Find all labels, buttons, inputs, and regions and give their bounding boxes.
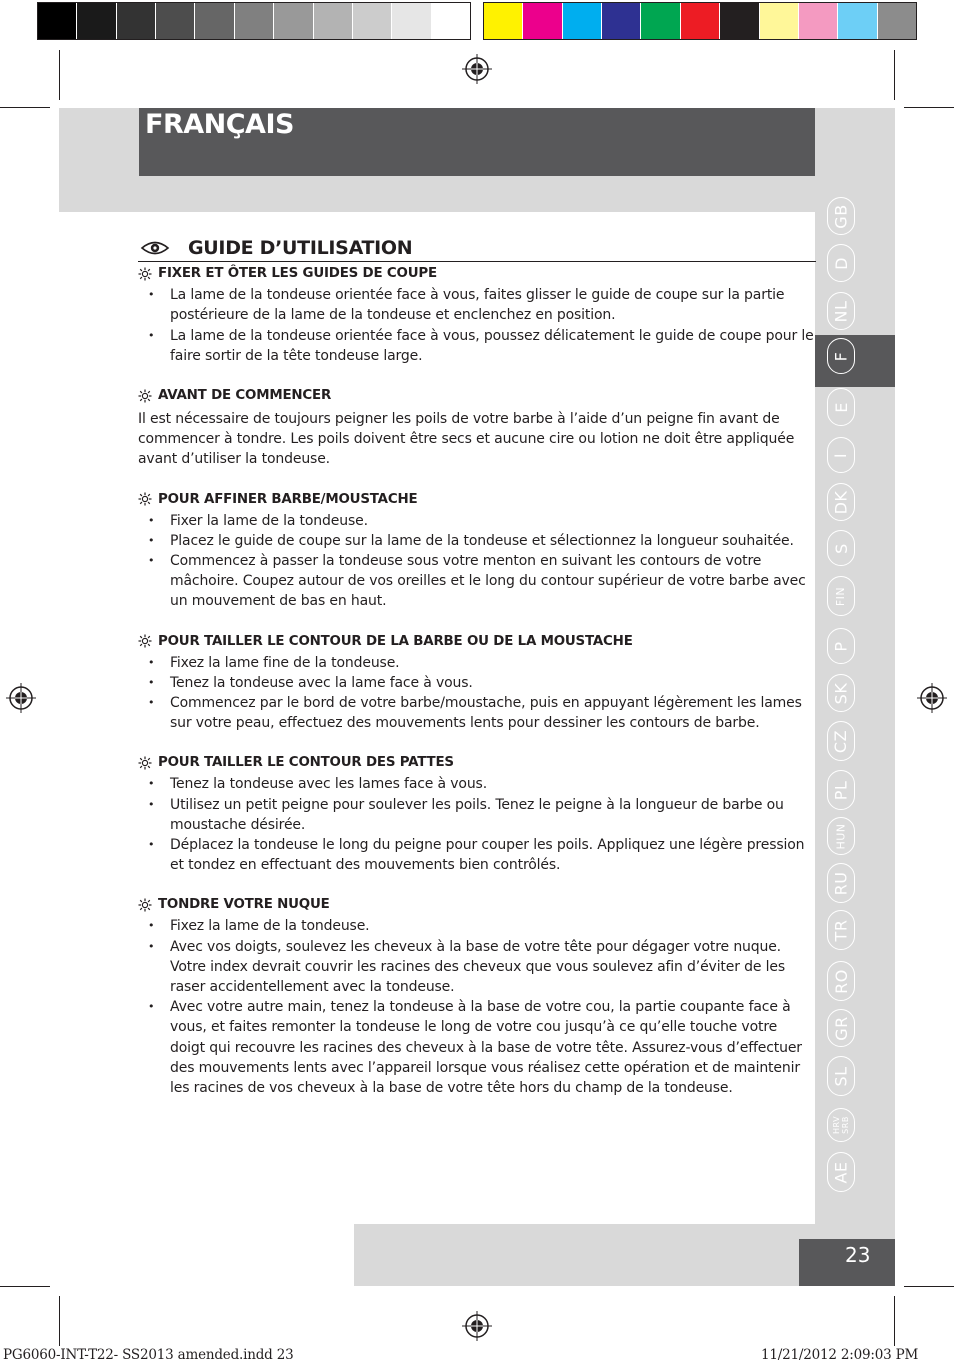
crop-mark [894, 1296, 895, 1346]
section-title: TONDRE VOTRE NUQUE [158, 897, 330, 913]
section-heading [138, 632, 816, 651]
language-tab-label: SK [831, 682, 851, 704]
color-swatch [641, 3, 680, 39]
color-swatch [195, 3, 234, 39]
list-item: • Tenez la tondeuse avec la lame face à vous. [138, 673, 816, 693]
crop-mark [894, 50, 895, 100]
color-swatch [392, 3, 431, 39]
list-item: • Fixer la lame de la tondeuse. [138, 511, 816, 531]
footer-file-slug: PG6060-INT-T22- SS2013 amended.indd 23 [3, 1347, 294, 1363]
language-tab-e[interactable] [827, 388, 855, 426]
section-spacer [138, 875, 816, 895]
language-tab-label: D [831, 256, 851, 270]
list-item: • Avec votre autre main, tenez la tondeuse à la base de votre cou, la partie coupante face à vous, et faites remonter la tondeuse le long de votre cou jusqu’à ce qu’elle touche votre doigt qui recouvre les racines des cheveux à la base de votre tête. Assurez-vous d’effectuer des mouvements lents avec l’appareil lorsque vous réalisez cette opération et de maintenir les racines de vos cheveux à la base de votre tête hors du champ de la tondeuse. [138, 997, 816, 1098]
language-tab-nl[interactable] [827, 292, 855, 330]
sun-icon [138, 492, 152, 506]
color-swatch [681, 3, 720, 39]
color-swatch [274, 3, 313, 39]
language-tab-label: DK [831, 490, 851, 514]
color-swatch [563, 3, 602, 39]
section-heading [138, 753, 816, 772]
section-title: AVANT DE COMMENCER [158, 388, 332, 404]
crop-mark [904, 1286, 954, 1287]
language-tab-label: AE [831, 1160, 851, 1184]
language-tab-label: CZ [831, 729, 851, 753]
color-swatch [314, 3, 353, 39]
color-swatch [156, 3, 195, 39]
section-spacer [138, 733, 816, 753]
language-tab-label: PL [831, 780, 851, 800]
list-item: • Commencez par le bord de votre barbe/moustache, puis en appuyant légèrement les lames sur votre peau, effectuez des mouvements lents pour dessiner les contours de barbe. [138, 693, 816, 733]
sun-icon [138, 756, 152, 770]
guide-heading [138, 238, 816, 262]
list-item: • La lame de la tondeuse orientée face à vous, faites glisser le guide de coupe sur la partie postérieure de la lame de la tondeuse et enclenchez en position. [138, 285, 816, 325]
section-title: POUR TAILLER LE CONTOUR DES PATTES [158, 755, 454, 771]
section-heading [138, 895, 816, 914]
crop-mark [59, 50, 60, 100]
section-paragraph: Il est nécessaire de toujours peigner les poils de votre barbe à l’aide d’un peigne fin avant de commencer à tondre. Les poils doivent être secs et aucune cire ou lotion ne doit être appliquée avant d’utiliser la tondeuse. [138, 411, 795, 468]
language-tab-cz[interactable] [827, 721, 855, 761]
list-item: • Tenez la tondeuse avec les lames face à vous. [138, 774, 816, 794]
color-swatch [760, 3, 799, 39]
language-tab-sl[interactable] [827, 1056, 855, 1096]
color-swatch [432, 3, 470, 39]
language-tab-dk[interactable] [827, 483, 855, 521]
language-tab-label: HRV SRB [831, 1115, 850, 1135]
registration-target-icon [6, 683, 36, 713]
language-tab-s[interactable] [827, 530, 855, 566]
language-tab-gr[interactable] [827, 1009, 855, 1047]
language-tab-p[interactable] [827, 628, 855, 664]
bullet-list [138, 285, 816, 366]
bullet-list [138, 774, 816, 875]
sun-icon [138, 898, 152, 912]
color-swatch [38, 3, 77, 39]
list-item: • Commencez à passer la tondeuse sous votre menton en suivant les contours de votre mâchoire. Coupez autour de vos oreilles et le long du contour supérieur de votre barbe avec un mouvement de bas en haut. [138, 551, 816, 612]
crop-mark [0, 107, 50, 108]
language-tab-label: FIN [834, 586, 848, 606]
color-swatch [838, 3, 877, 39]
section-spacer [138, 612, 816, 632]
language-tab-f[interactable] [827, 338, 855, 374]
language-tab-ae[interactable] [827, 1152, 855, 1192]
list-item: • Avec vos doigts, soulevez les cheveux à la base de votre tête pour dégager votre nuque. Votre index devrait couvrir les racines des cheveux que vous soulevez afin d’éviter de les raser accidentellement avec la tondeuse. [138, 937, 816, 998]
bullet-list [138, 653, 816, 734]
section-title: FIXER ET ÔTER LES GUIDES DE COUPE [158, 266, 437, 282]
section-heading [138, 386, 816, 405]
list-item: • Fixez la lame de la tondeuse. [138, 916, 816, 936]
language-tab-label: TR [831, 919, 851, 941]
crop-mark [0, 1286, 50, 1287]
language-tab-i[interactable] [827, 437, 855, 473]
list-item: • Utilisez un petit peigne pour soulever les poils. Tenez le peigne à la longueur de barbe ou moustache désirée. [138, 795, 816, 835]
sun-icon [138, 389, 152, 403]
footer-timestamp: 11/21/2012 2:09:03 PM [761, 1347, 919, 1363]
bullet-list [138, 511, 816, 612]
language-tab-label: F [831, 351, 851, 361]
language-tab-label: GB [831, 203, 851, 229]
language-tab-label: I [831, 452, 851, 458]
guide-content [138, 238, 816, 1098]
bullet-list [138, 916, 816, 1098]
language-tab-pl[interactable] [827, 770, 855, 810]
language-tab-label: RU [831, 871, 851, 895]
list-item: • Déplacez la tondeuse le long du peigne pour couper les poils. Appliquez une légère pression et tondez en effectuant des mouvements bien contrôlés. [138, 835, 816, 875]
color-swatch [799, 3, 838, 39]
language-tab-label: NL [831, 300, 851, 322]
section-title: POUR TAILLER LE CONTOUR DE LA BARBE OU DE LA MOUSTACHE [158, 633, 633, 649]
section-heading [138, 490, 816, 509]
language-tab-label: P [831, 640, 851, 652]
sun-icon [138, 267, 152, 281]
language-tab-label: RO [831, 968, 851, 994]
color-swatch [353, 3, 392, 39]
grey-calibration-bar [37, 2, 471, 40]
language-tab-fin[interactable] [827, 576, 855, 616]
color-swatch [523, 3, 562, 39]
section-spacer [138, 366, 816, 386]
language-tab-label: GR [831, 1015, 851, 1041]
color-swatch [235, 3, 274, 39]
guide-sections [138, 264, 816, 1098]
color-calibration-bar [483, 2, 917, 40]
registration-target-icon [462, 1311, 492, 1341]
language-tab-sk[interactable] [827, 674, 855, 712]
language-tab-label: HUN [834, 822, 848, 850]
language-tab-label: E [831, 401, 851, 413]
language-tab-hrv-srb[interactable] [827, 1108, 855, 1142]
crop-mark [59, 1296, 60, 1346]
language-tab-tr[interactable] [827, 910, 855, 950]
language-tab-label: SL [831, 1065, 851, 1087]
list-item: • La lame de la tondeuse orientée face à vous, poussez délicatement le guide de coupe pour le faire sortir de la tête tondeuse large. [138, 326, 816, 366]
section-spacer [138, 470, 816, 490]
section-title: POUR AFFINER BARBE/MOUSTACHE [158, 491, 418, 507]
registration-target-icon [462, 54, 492, 84]
color-swatch [602, 3, 641, 39]
language-tab-hun[interactable] [827, 817, 855, 855]
crop-mark [904, 107, 954, 108]
language-tab-ro[interactable] [827, 961, 855, 1001]
list-item: • Placez le guide de coupe sur la lame de la tondeuse et sélectionnez la longueur souhaitée. [138, 531, 816, 551]
color-swatch [77, 3, 116, 39]
language-tab-d[interactable] [827, 244, 855, 282]
guide-title: GUIDE D’UTILISATION [188, 237, 413, 259]
color-swatch [720, 3, 759, 39]
page-number: 23 [845, 1243, 871, 1267]
section-heading [138, 264, 816, 283]
sun-icon [138, 634, 152, 648]
color-swatch [878, 3, 916, 39]
eye-icon [140, 238, 170, 258]
page-title: FRANÇAIS [145, 109, 294, 140]
list-item: • Fixez la lame fine de la tondeuse. [138, 653, 816, 673]
language-tab-label: S [831, 542, 851, 554]
color-swatch [117, 3, 156, 39]
registration-target-icon [917, 683, 947, 713]
language-tab-gb[interactable] [827, 197, 855, 235]
color-swatch [484, 3, 523, 39]
language-tab-ru[interactable] [827, 863, 855, 903]
